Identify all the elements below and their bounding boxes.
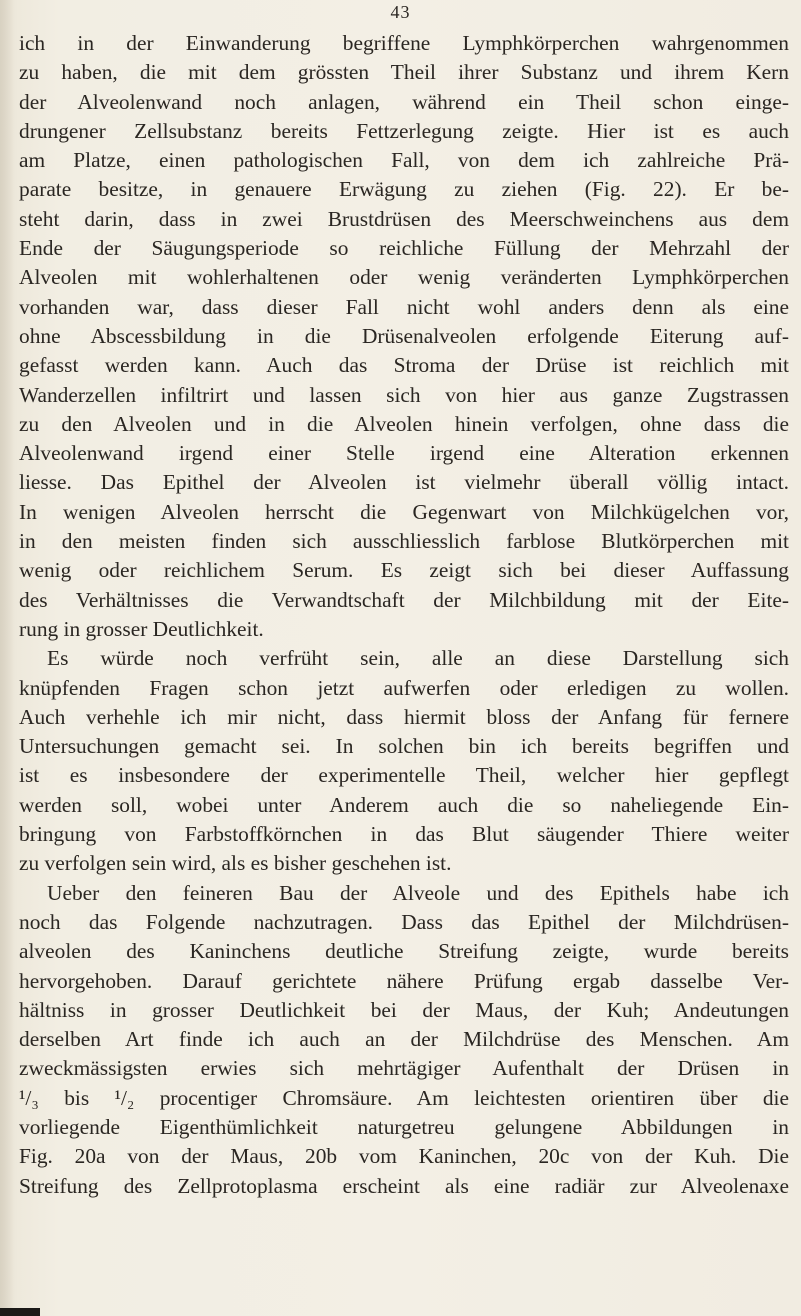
text-line: des Verhältnisses die Verwandtschaft der Milchbildung mit der Eite- xyxy=(19,587,789,612)
text-line: rung in grosser Deutlichkeit. xyxy=(19,616,264,641)
text-line: Fig. 20a von der Maus, 20b vom Kaninchen, 20c von der Kuh. Die xyxy=(19,1144,789,1169)
text-line: wenig oder reichlichem Serum. Es zeigt sich bei dieser Auffassung xyxy=(19,558,789,583)
text-line: zu verfolgen sein wird, als es bisher geschehen ist. xyxy=(19,851,452,876)
text-line: liesse. Das Epithel der Alveolen ist vielmehr überall völlig intact. xyxy=(19,470,789,495)
binding-gutter-shadow xyxy=(0,0,14,1316)
text-line: ohne Abscessbildung in die Drüsenalveolen erfolgende Eiterung auf- xyxy=(19,323,789,348)
text-line: noch das Folgende nachzutragen. Dass das Epithel der Milchdrüsen- xyxy=(19,909,789,934)
text-line: werden soll, wobei unter Anderem auch die so naheliegende Ein- xyxy=(19,792,789,817)
text-line: zu den Alveolen und in die Alveolen hinein verfolgen, ohne dass die xyxy=(19,411,789,436)
text-line: In wenigen Alveolen herrscht die Gegenwart von Milchkügelchen vor, xyxy=(19,499,789,524)
text-line: parate besitze, in genauere Erwägung zu ziehen (Fig. 22). Er be- xyxy=(19,177,789,202)
text-line: alveolen des Kaninchens deutliche Streifung zeigte, wurde bereits xyxy=(19,939,789,964)
text-line: Auch verhehle ich mir nicht, dass hiermit bloss der Anfang für fernere xyxy=(19,704,789,729)
text-line: knüpfenden Fragen schon jetzt aufwerfen oder erledigen zu wollen. xyxy=(19,675,789,700)
text-line: vorliegende Eigenthümlichkeit naturgetreu gelungene Abbildungen in xyxy=(19,1114,789,1139)
text-line: derselben Art finde ich auch an der Milchdrüse des Menschen. Am xyxy=(19,1027,789,1052)
text-line: der Alveolenwand noch anlagen, während ein Theil schon einge- xyxy=(19,89,789,114)
text-line: Streifung des Zellprotoplasma erscheint als eine radiär zur Alveolenaxe xyxy=(19,1173,789,1198)
text-line: drungener Zellsubstanz bereits Fettzerlegung zeigte. Hier ist es auch xyxy=(19,118,789,143)
text-line: Wanderzellen infiltrirt und lassen sich von hier aus ganze Zugstrassen xyxy=(19,382,789,407)
text-line: steht darin, dass in zwei Brustdrüsen des Meerschweinchens aus dem xyxy=(19,206,789,231)
text-line: am Platze, einen pathologischen Fall, von dem ich zahlreiche Prä- xyxy=(19,148,789,173)
text-line: zweckmässigsten erwies sich mehrtägiger Aufenthalt der Drüsen in xyxy=(19,1056,789,1081)
text-line: Ueber den feineren Bau der Alveole und des Epithels habe ich xyxy=(47,880,789,905)
text-line: ¹/₃ bis ¹/₂ procentiger Chromsäure. Am leichtesten orientiren über die xyxy=(19,1085,789,1110)
binding-edge-mark xyxy=(0,1308,40,1316)
page-number: 43 xyxy=(390,2,411,22)
text-line: vorhanden war, dass dieser Fall nicht wohl anders denn als eine xyxy=(19,294,789,319)
text-line: ich in der Einwanderung begriffene Lymphkörperchen wahrgenommen xyxy=(19,31,789,55)
text-line: Es würde noch verfrüht sein, alle an diese Darstellung sich xyxy=(47,646,789,671)
text-line: zu haben, die mit dem grössten Theil ihrer Substanz und ihrem Kern xyxy=(19,60,789,85)
text-line: ist es insbesondere der experimentelle Theil, welcher hier gepflegt xyxy=(19,763,789,788)
text-line: hältniss in grosser Deutlichkeit bei der Maus, der Kuh; Andeutungen xyxy=(19,997,789,1022)
text-line: Alveolen mit wohlerhaltenen oder wenig veränderten Lymphkörperchen xyxy=(19,265,789,290)
text-line: gefasst werden kann. Auch das Stroma der Drüse ist reichlich mit xyxy=(19,353,789,378)
text-line: hervorgehoben. Darauf gerichtete nähere Prüfung ergab dasselbe Ver- xyxy=(19,968,789,993)
body-text xyxy=(19,29,789,1201)
text-line: Ende der Säugungsperiode so reichliche Füllung der Mehrzahl der xyxy=(19,236,789,261)
text-line: bringung von Farbstoffkörnchen in das Blut säugender Thiere weiter xyxy=(19,822,789,847)
text-line: in den meisten finden sich ausschliesslich farblose Blutkörperchen mit xyxy=(19,529,789,554)
text-line: Untersuchungen gemacht sei. In solchen bin ich bereits begriffen und xyxy=(19,734,789,759)
text-line: Alveolenwand irgend einer Stelle irgend eine Alteration erkennen xyxy=(19,441,789,466)
